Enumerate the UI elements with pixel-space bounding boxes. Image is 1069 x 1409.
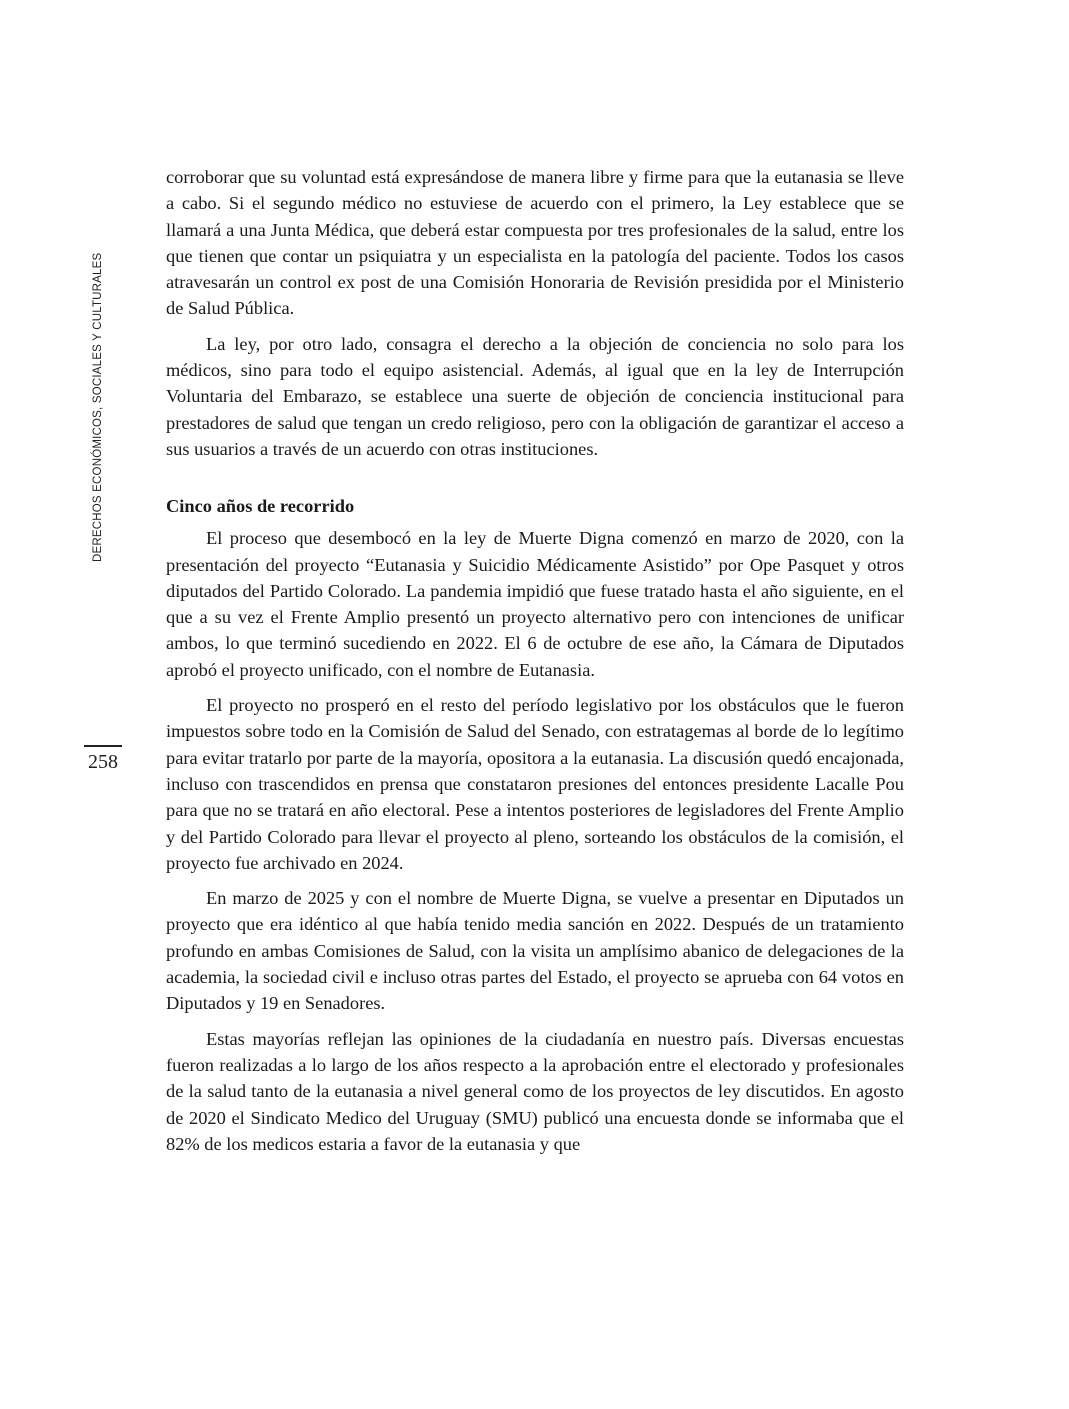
- page-number-rule: [84, 745, 122, 747]
- paragraph: La ley, por otro lado, consagra el derecho a la objeción de conciencia no solo para los médicos, sino para todo el equipo asistencial. Además, al igual que en la ley de Interrupción Voluntaria del Embarazo, se establece una suerte de objeción de conciencia institucional para prestadores de salud que tengan un credo religioso, pero con la obligación de garantizar el acceso a sus usuarios a través de un acuerdo con otras instituciones.: [166, 333, 904, 459]
- paragraph: El proceso que desembocó en la ley de Muerte Digna comenzó en marzo de 2020, con la presentación del proyecto “Eutanasia y Suicidio Médicamente Asistido” por Ope Pasquet y otros diputados del Partido Colorado. La pandemia impidió que fuese tratado hasta el año siguiente, en el que a su vez el Frente Amplio presentó un proyecto alternativo pero con intenciones de unificar ambos, lo que terminó sucediendo en 2022. El 6 de octubre de ese año, la Cámara de Diputados aprobó el proyecto unificado, con el nombre de Eutanasia.: [166, 528, 904, 680]
- paragraph: Estas mayorías reflejan las opiniones de la ciudadanía en nuestro país. Diversas encuestas fueron realizadas a lo largo de los años respecto a la aprobación entre el electorado y profesionales de la salud tanto de la eutanasia a nivel general como de los proyectos de ley discutidos. En agosto de 2020 el Sindicato Medico del Uruguay (SMU) publicó una encuesta donde se informaba que el 82% de los medicos estaria a favor de la eutanasia y que: [166, 1028, 904, 1154]
- page-number: 258: [88, 750, 118, 773]
- running-head: DERECHOS ECONÓMICOS, SOCIALES Y CULTURALES: [92, 252, 104, 562]
- paragraph: En marzo de 2025 y con el nombre de Muerte Digna, se vuelve a presentar en Diputados un proyecto que era idéntico al que había tenido media sanción en 2022. Después de un tratamiento profundo en ambas Comisiones de Salud, con la visita un amplísimo abanico de delegaciones de la academia, la sociedad civil e incluso otras partes del Estado, el proyecto se aprueba con 64 votos en Diputados y 19 en Senadores.: [166, 888, 904, 1014]
- page-body: [166, 164, 904, 1166]
- section-heading: Cinco años de recorrido: [166, 496, 355, 517]
- page-number-block: [84, 745, 122, 773]
- paragraph: El proyecto no prosperó en el resto del período legislativo por los obstáculos que le fueron impuestos sobre todo en la Comisión de Salud del Senado, con estratagemas al borde de lo legítimo para evitar tratarlo por parte de la mayoría, opositora a la eutanasia. La discusión quedó encajonada, incluso con trascendidos en prensa que constataron presiones del entonces presidente Lacalle Pou para que no se tratará en año electoral. Pese a intentos posteriores de legisladores del Frente Amplio y del Partido Colorado para llevar el proyecto al pleno, sorteando los obstáculos de la comisión, el proyecto fue archivado en 2024.: [166, 695, 904, 873]
- paragraph: corroborar que su voluntad está expresándose de manera libre y firme para que la eutanasia se lleve a cabo. Si el segundo médico no estuviese de acuerdo con el primero, la Ley establece que se llamará a una Junta Médica, que deberá estar compuesta por tres profesionales de la salud, entre los que tienen que contar un psiquiatra y un especialista en la patología del paciente. Todos los casos atravesarán un control ex post de una Comisión Honoraria de Revisión presidida por el Ministerio de Salud Pública.: [166, 167, 904, 319]
